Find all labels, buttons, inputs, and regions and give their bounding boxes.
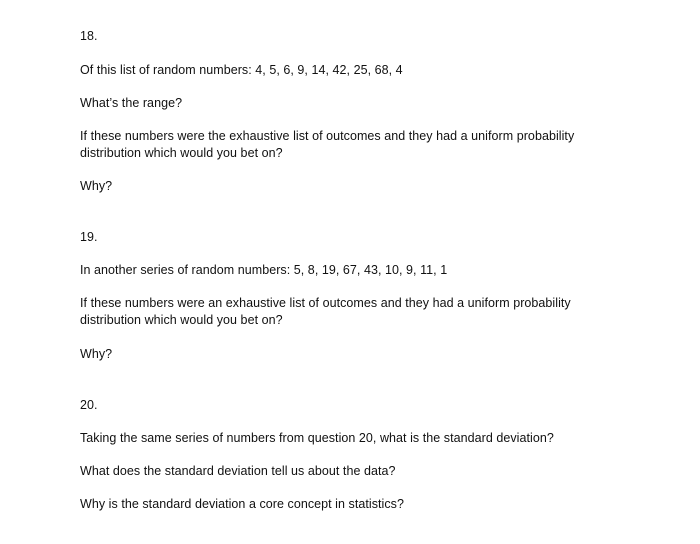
question-18-why-prompt: Why? (80, 179, 113, 193)
question-18-statement: Of this list of random numbers: 4, 5, 6, 9, 14, 42, 25, 68, 4 (80, 63, 403, 77)
question-19-statement: In another series of random numbers: 5, 8, 19, 67, 43, 10, 9, 11, 1 (80, 263, 448, 277)
question-19-why-prompt: Why? (80, 347, 113, 361)
question-18-bet-prompt-line-1: If these numbers were the exhaustive list of outcomes and they had a uniform probability (80, 129, 575, 143)
question-19-number: 19. (80, 230, 98, 244)
question-20-sd-prompt: Taking the same series of numbers from question 20, what is the standard deviation? (80, 431, 554, 445)
question-20-number: 20. (80, 398, 98, 412)
question-18-range-prompt: What’s the range? (80, 96, 183, 110)
question-19-bet-prompt-line-1: If these numbers were an exhaustive list of outcomes and they had a uniform probability (80, 296, 571, 310)
question-20-core-concept-prompt: Why is the standard deviation a core concept in statistics? (80, 497, 404, 511)
question-20-meaning-prompt: What does the standard deviation tell us about the data? (80, 464, 396, 478)
question-18-bet-prompt-line-2: distribution which would you bet on? (80, 146, 283, 160)
question-18-number: 18. (80, 29, 98, 43)
question-19-bet-prompt-line-2: distribution which would you bet on? (80, 313, 283, 327)
